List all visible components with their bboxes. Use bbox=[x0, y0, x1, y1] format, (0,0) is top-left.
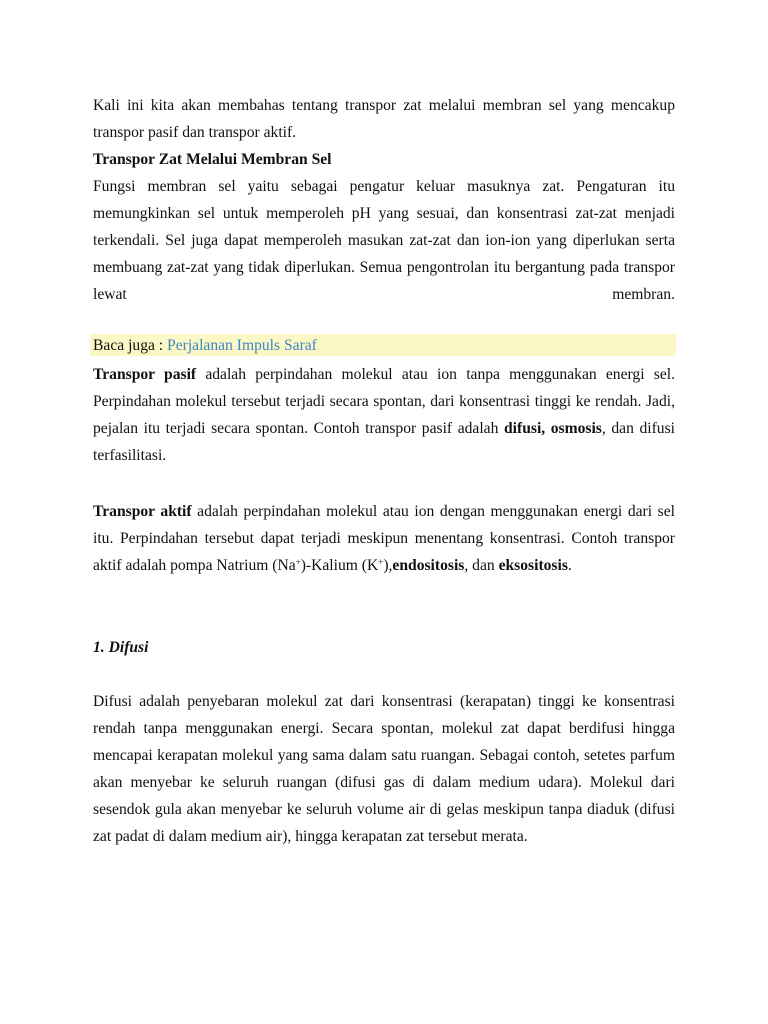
passive-transport-paragraph bbox=[93, 361, 675, 469]
active-text-4: , dan bbox=[464, 557, 499, 574]
read-also-link[interactable]: Perjalanan Impuls Saraf bbox=[167, 337, 317, 354]
active-text-2: )-Kalium (K bbox=[300, 557, 379, 574]
section-body: Fungsi membran sel yaitu sebagai pengatur keluar masuknya zat. Pengaturan itu memungkinkan sel untuk memperoleh pH yang sesuai, dan konsentrasi zat-zat menjadi terkendali. Sel juga dapat memperoleh masukan zat-zat dan ion-ion yang diperlukan serta membuang zat-zat yang tidak diperlukan. Semua pengontrolan itu bergantung pada transpor lewat membran. bbox=[93, 178, 675, 303]
passive-examples: difusi, osmosis bbox=[504, 420, 602, 437]
active-transport-term: Transpor aktif bbox=[93, 503, 192, 520]
passive-text-2: , dan difusi terfasilitasi. bbox=[93, 420, 676, 464]
read-also-box bbox=[90, 334, 676, 356]
passive-transport-term: Transpor pasif bbox=[93, 366, 197, 383]
active-text-1: adalah perpindahan molekul atau ion dengan menggunakan energi dari sel itu. Perpindahan tersebut dapat terjadi meskipun menentang konsentrasi. Contoh transpor aktif adalah pompa Natrium (Na bbox=[93, 503, 675, 574]
diffusion-heading: 1. Difusi bbox=[93, 639, 149, 656]
read-also-label: Baca juga : bbox=[93, 337, 168, 354]
section-heading: Transpor Zat Melalui Membran Sel bbox=[93, 151, 332, 168]
sodium-charge: + bbox=[295, 557, 301, 567]
exocytosis-term: eksositosis bbox=[498, 557, 568, 574]
intro-paragraph: Kali ini kita akan membahas tentang transpor zat melalui membran sel yang mencakup transpor pasif dan transpor aktif. bbox=[93, 97, 675, 141]
diffusion-paragraph: Difusi adalah penyebaran molekul zat dari konsentrasi (kerapatan) tinggi ke konsentrasi rendah tanpa menggunakan energi. Secara spontan, molekul zat dapat berdifusi hingga mencapai kerapatan molekul yang sama dalam satu ruangan. Sebagai contoh, setetes parfum akan menyebar ke seluruh ruangan (difusi gas di dalam medium udara). Molekul dari sesendok gula akan menyebar ke seluruh volume air di gelas meskipun tanpa diaduk (difusi zat padat di dalam medium air), hingga kerapatan zat tersebut merata. bbox=[93, 693, 675, 845]
passive-text-1: adalah perpindahan molekul atau ion tanpa menggunakan energi sel. Perpindahan molekul tersebut terjadi secara spontan, dari konsentrasi tinggi ke rendah. Jadi, pejalan itu terjadi secara spontan. Contoh transpor pasif adalah bbox=[93, 366, 675, 437]
potassium-charge: + bbox=[378, 557, 384, 567]
active-text-3: ), bbox=[383, 557, 393, 574]
endocytosis-term: endositosis bbox=[392, 557, 465, 574]
active-transport-paragraph bbox=[93, 498, 675, 579]
active-text-5: . bbox=[567, 557, 572, 574]
